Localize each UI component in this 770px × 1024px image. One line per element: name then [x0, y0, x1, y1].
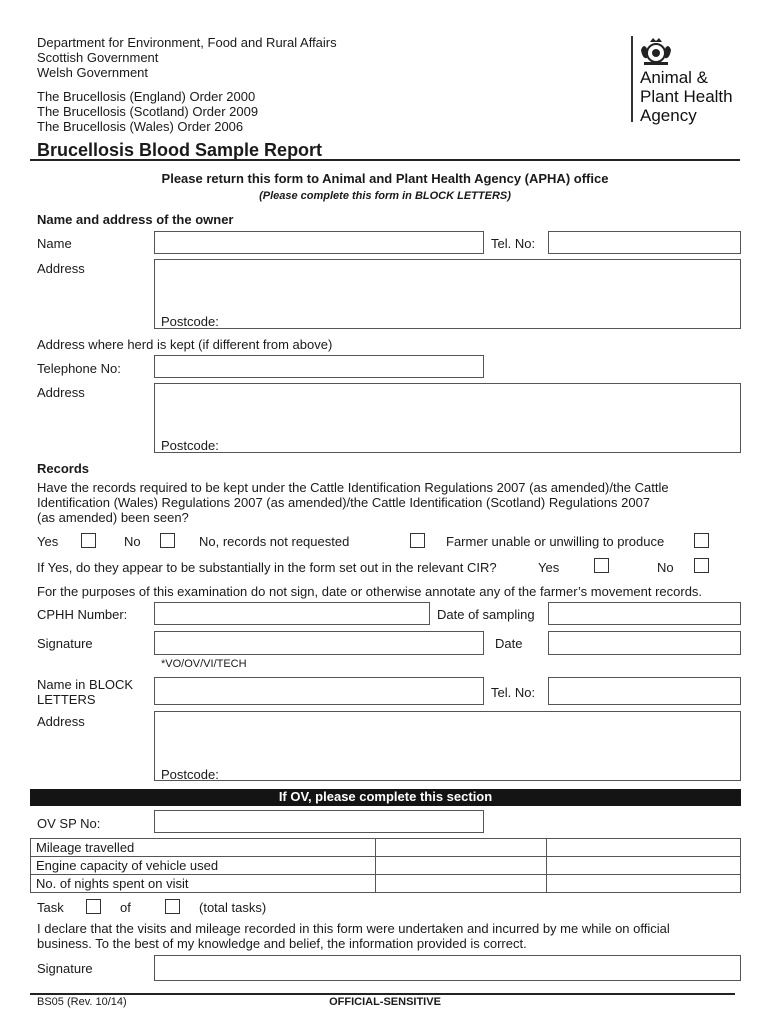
records-unable-checkbox[interactable]: [694, 533, 709, 548]
date-sampling-label: Date of sampling: [437, 607, 535, 622]
form-reference: BS05 (Rev. 10/14): [37, 996, 127, 1008]
name-block-label-line: LETTERS: [37, 692, 96, 707]
sampler-address-field[interactable]: [154, 711, 741, 781]
of-label: of: [120, 900, 131, 915]
records-not-requested-label: No, records not requested: [199, 534, 350, 549]
declaration: [37, 921, 670, 951]
sampler-tel-field[interactable]: [548, 677, 741, 705]
order-wales: The Brucellosis (Wales) Order 2006: [37, 119, 244, 134]
engine-capacity-cell-extra[interactable]: [547, 857, 741, 875]
cir-no-checkbox[interactable]: [694, 558, 709, 573]
ov-signature-label: Signature: [37, 961, 93, 976]
total-tasks-label: (total tasks): [199, 900, 267, 915]
records-heading: Records: [37, 461, 90, 476]
ov-sp-label: OV SP No:: [37, 816, 101, 831]
block-letters-note: (Please complete this form in BLOCK LETTERS): [259, 190, 511, 202]
ov-expenses-table: [30, 838, 741, 893]
cir-no-label: No: [657, 560, 674, 575]
task-checkbox[interactable]: [86, 899, 101, 914]
logo-divider: [631, 36, 633, 122]
logo-line-3: Agency: [640, 106, 697, 125]
return-instruction: Please return this form to Animal and Plant Health Agency (APHA) office: [161, 171, 609, 186]
ov-section-bar: If OV, please complete this section: [30, 789, 741, 806]
signature-label: Signature: [37, 636, 93, 651]
order-england: The Brucellosis (England) Order 2000: [37, 89, 256, 104]
name-block-field[interactable]: [154, 677, 484, 705]
owner-name-field[interactable]: [154, 231, 484, 254]
name-block-label: [37, 677, 133, 707]
mileage-label: Mileage travelled: [31, 839, 376, 857]
herd-telephone-field[interactable]: [154, 355, 484, 378]
declaration-line: I declare that the visits and mileage recorded in this form were undertaken and incurred by me while on official: [37, 921, 670, 936]
engine-capacity-cell[interactable]: [375, 857, 547, 875]
owner-heading: Name and address of the owner: [37, 212, 234, 227]
owner-address-field[interactable]: [154, 259, 741, 329]
name-block-label-line: Name in BLOCK: [37, 677, 134, 692]
logo-line-2: Plant Health: [640, 87, 733, 106]
records-question: [37, 480, 669, 525]
table-row: [31, 839, 741, 857]
agency-logo-text: [640, 68, 733, 125]
department-defra: Department for Environment, Food and Rural Affairs: [37, 35, 337, 50]
cir-question: If Yes, do they appear to be substantially in the form set out in the relevant CIR?: [37, 560, 497, 575]
records-not-requested-checkbox[interactable]: [410, 533, 425, 548]
movement-records-note: For the purposes of this examination do not sign, date or otherwise annotate any of the farmer’s movement records.: [37, 584, 703, 599]
mileage-cell[interactable]: [375, 839, 547, 857]
engine-capacity-label: Engine capacity of vehicle used: [31, 857, 376, 875]
date-field[interactable]: [548, 631, 741, 655]
sampler-address-label: Address: [37, 714, 85, 729]
records-yes-checkbox[interactable]: [81, 533, 96, 548]
herd-telephone-label: Telephone No:: [37, 361, 121, 376]
records-yes-label: Yes: [37, 534, 59, 549]
records-no-label: No: [124, 534, 141, 549]
declaration-line: business. To the best of my knowledge and belief, the information provided is correct.: [37, 936, 527, 951]
ov-signature-field[interactable]: [154, 955, 741, 981]
nights-label: No. of nights spent on visit: [31, 875, 376, 893]
herd-address-field[interactable]: [154, 383, 741, 453]
page-title: Brucellosis Blood Sample Report: [37, 140, 323, 160]
nights-cell[interactable]: [375, 875, 547, 893]
owner-name-label: Name: [37, 236, 72, 251]
owner-postcode-label: Postcode:: [161, 314, 219, 329]
owner-tel-label: Tel. No:: [491, 236, 536, 251]
logo-line-1: Animal &: [640, 68, 709, 87]
department-welsh: Welsh Government: [37, 65, 149, 80]
cir-yes-checkbox[interactable]: [594, 558, 609, 573]
total-tasks-checkbox[interactable]: [165, 899, 180, 914]
herd-heading: Address where herd is kept (if different from above): [37, 337, 333, 352]
herd-address-label: Address: [37, 385, 85, 400]
order-scotland: The Brucellosis (Scotland) Order 2009: [37, 104, 259, 119]
records-no-checkbox[interactable]: [160, 533, 175, 548]
cphh-label: CPHH Number:: [37, 607, 128, 622]
records-unable-label: Farmer unable or unwilling to produce: [446, 534, 665, 549]
date-sampling-field[interactable]: [548, 602, 741, 625]
records-question-line: Identification (Wales) Regulations 2007 (as amended)/the Cattle Identification (Scotland) Regulations 2007: [37, 495, 651, 510]
royal-crest-icon: [638, 36, 674, 66]
order-list: [37, 89, 258, 134]
department-scottish: Scottish Government: [37, 50, 159, 65]
task-label: Task: [37, 900, 64, 915]
sampler-postcode-label: Postcode:: [161, 767, 219, 782]
role-note: *VO/OV/VI/TECH: [161, 658, 247, 670]
cir-yes-label: Yes: [538, 560, 560, 575]
date-label: Date: [495, 636, 523, 651]
mileage-cell-extra[interactable]: [547, 839, 741, 857]
footer-rule: [30, 993, 735, 995]
records-question-line: (as amended) been seen?: [37, 510, 189, 525]
ov-sp-field[interactable]: [154, 810, 484, 833]
title-rule: [30, 159, 740, 161]
records-question-line: Have the records required to be kept under the Cattle Identification Regulations 2007 (as amended)/the Cattle: [37, 480, 669, 495]
owner-address-label: Address: [37, 261, 85, 276]
table-row: [31, 875, 741, 893]
sampler-tel-label: Tel. No:: [491, 685, 536, 700]
herd-postcode-label: Postcode:: [161, 438, 219, 453]
classification-label: OFFICIAL-SENSITIVE: [329, 996, 441, 1008]
signature-field[interactable]: [154, 631, 484, 655]
nights-cell-extra[interactable]: [547, 875, 741, 893]
owner-tel-field[interactable]: [548, 231, 741, 254]
department-list: [37, 35, 337, 80]
table-row: [31, 857, 741, 875]
cphh-field[interactable]: [154, 602, 430, 625]
